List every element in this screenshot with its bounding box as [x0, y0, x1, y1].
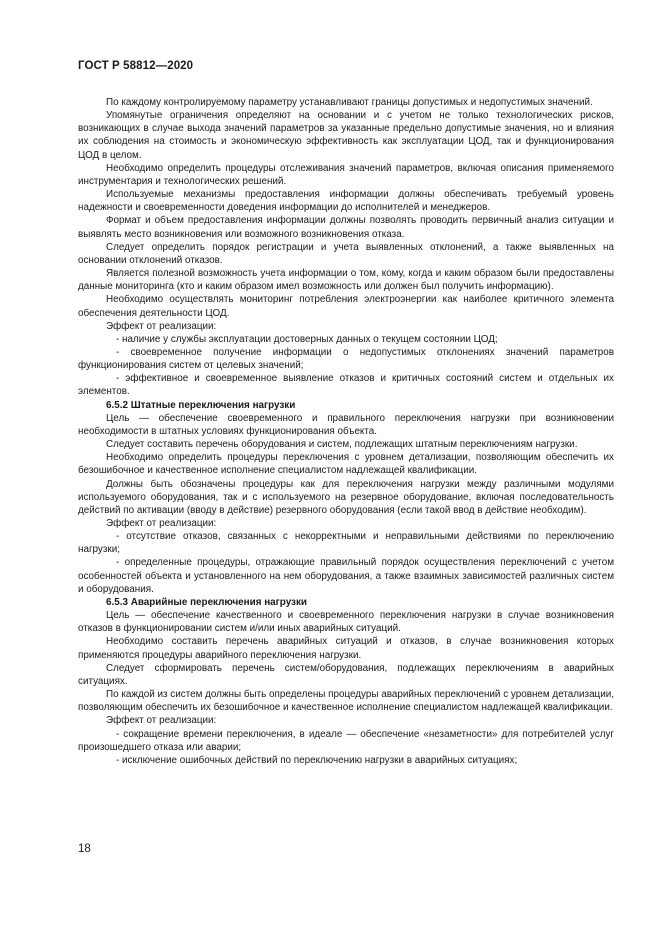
- document-header: ГОСТ Р 58812—2020: [78, 60, 194, 72]
- section-heading: 6.5.2 Штатные переключения нагрузки: [106, 399, 296, 411]
- paragraph: Используемые механизмы предоставления информации должны обеспечивать требуемый уровень надежности и своевременности доведения информации до исполнителей и менеджеров.: [78, 189, 614, 214]
- paragraph: Следует составить перечень оборудования и систем, подлежащих штатным переключениям нагрузки.: [106, 439, 578, 451]
- list-item: - своевременное получение информации о недопустимых отклонениях значений параметров функционирования систем от целевых значений;: [78, 346, 614, 372]
- list-item: - сокращение времени переключения, в идеале — обеспечение «незаметности» для потребителей услуг произошедшего отказа или аварии;: [78, 728, 614, 753]
- paragraph: Следует определить порядок регистрации и учета выявленных отклонений, а также выявленных на основании отклонений отказов.: [78, 241, 614, 266]
- list-item: - эффективное и своевременное выявление отказов и критичных состояний систем и отдельных их элементов.: [78, 373, 614, 398]
- list-item: - определенные процедуры, отражающие правильный порядок осуществления переключений с учетом особенностей объекта и установленного на нем оборудования, а также взаимных зависимостей различных систем и оборудования.: [78, 557, 614, 595]
- paragraph: Формат и объем предоставления информации должны позволять проводить первичный анализ ситуации и выявлять место возникновения или возможного возникновения отказа.: [78, 215, 614, 240]
- paragraph: Эффект от реализации:: [106, 320, 217, 332]
- section-heading: 6.5.3 Аварийные переключения нагрузки: [106, 596, 307, 608]
- paragraph: Необходимо составить перечень аварийных ситуаций и отказов, в случае возникновения которых применяются процедуры аварийного переключения нагрузки.: [78, 636, 614, 661]
- paragraph: Следует сформировать перечень систем/оборудования, подлежащих переключениям в аварийных ситуациях.: [78, 662, 614, 687]
- paragraph: Необходимо осуществлять мониторинг потребления электроэнергии как наиболее критичного элемента обеспечения деятельности ЦОД.: [78, 294, 614, 319]
- paragraph: Является полезной возможность учета информации о том, кому, когда и каким образом были предоставлены данные мониторинга (кто и каким образом имел возможность или должен был получить информацию).: [78, 268, 614, 293]
- list-item: - исключение ошибочных действий по переключению нагрузки в аварийных ситуациях;: [116, 754, 518, 766]
- list-item: - отсутствие отказов, связанных с некорректными и неправильными действиями по переключению нагрузки;: [78, 531, 614, 556]
- paragraph: По каждой из систем должны быть определены процедуры аварийных переключений с уровнем детализации, позволяющим обеспечить их безошибочное и качественное исполнение специалистом надлежащей квалификации.: [78, 689, 614, 714]
- paragraph: Эффект от реализации:: [106, 715, 217, 727]
- paragraph: Необходимо определить процедуры отслеживания значений параметров, включая описания применяемого инструментария и технологических решений.: [78, 162, 614, 187]
- page-number: 18: [78, 843, 91, 855]
- paragraph: Должны быть обозначены процедуры как для переключения нагрузки между различными модулями используемого оборудования, так и с используемого на резервное оборудование, включая последовательность действий по активации (вводу в действие) резервного оборудования (если такой ввод в действие необходим).: [78, 478, 614, 516]
- document-body: [78, 96, 614, 767]
- paragraph: Необходимо определить процедуры переключения с уровнем детализации, позволяющим обеспечить их безошибочное и качественное исполнение специалистом надлежащей квалификации.: [78, 452, 614, 477]
- list-item: - наличие у службы эксплуатации достоверных данных о текущем состоянии ЦОД;: [116, 333, 498, 345]
- paragraph: Упомянутые ограничения определяют на основании и с учетом не только технологических рисков, возникающих в случае выхода значений параметров за указанные предельно допустимые значения, но и влияния их соблюдения на стоимость и экономическую эффективность как эксплуатации ЦОД, так и функционирования ЦОД в целом.: [78, 110, 614, 161]
- paragraph: По каждому контролируемому параметру устанавливают границы допустимых и недопустимых значений.: [106, 97, 593, 108]
- paragraph: Эффект от реализации:: [106, 518, 217, 529]
- paragraph: Цель — обеспечение качественного и своевременного переключения нагрузки в случае возникновения отказов в функционировании систем и/или иных аварийных ситуаций.: [78, 610, 614, 635]
- paragraph: Цель — обеспечение своевременного и правильного переключения нагрузки при возникновении необходимости в штатных условиях функционирования объекта.: [78, 412, 614, 437]
